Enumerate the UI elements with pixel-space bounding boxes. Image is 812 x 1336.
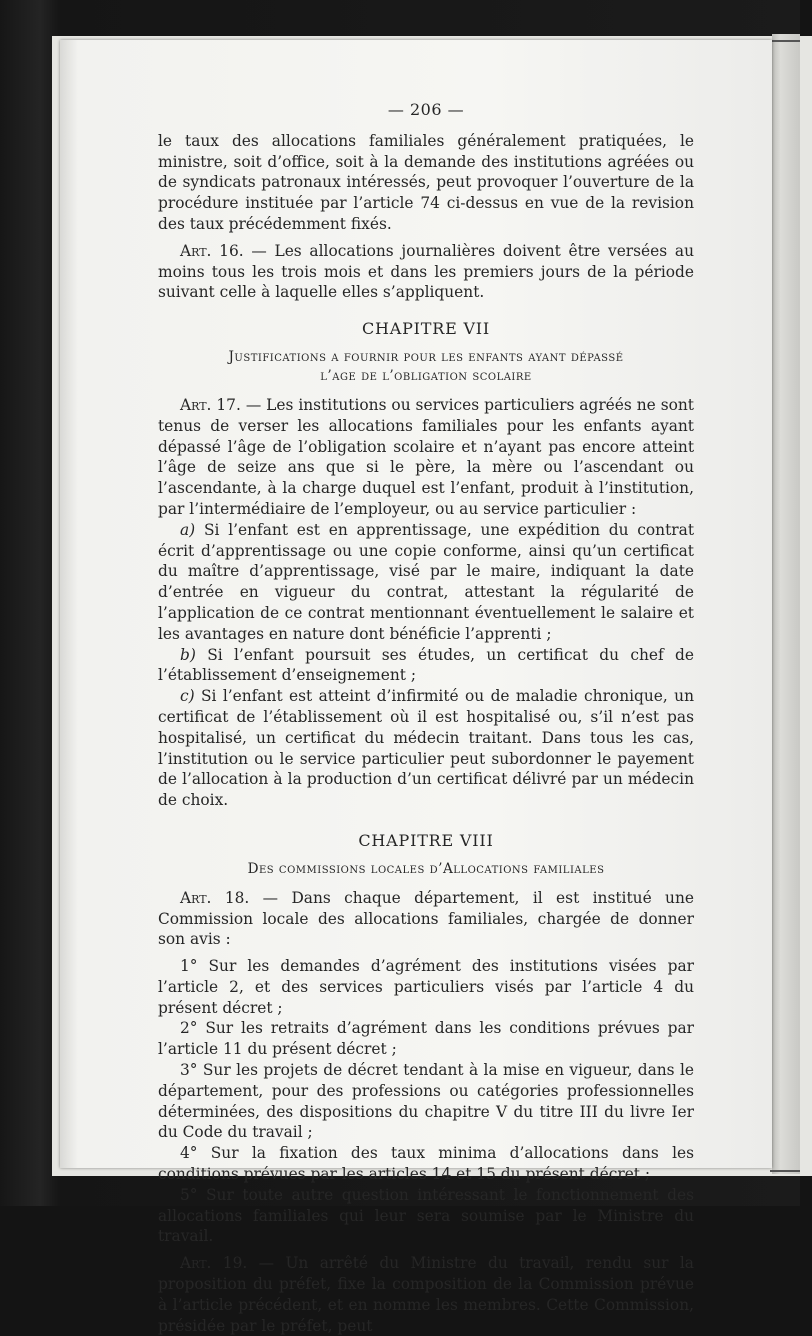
- article-18-item-3: 3° Sur les projets de décret tendant à la mise en vigueur, dans le département, pour des professions ou catégories professionnelles déterminées, des dispositions du chapitre V du titre III du livre Ier du Code du travail ;: [158, 1061, 694, 1142]
- article-17-item-a: [158, 520, 694, 645]
- page-number: — 206 —: [387, 100, 465, 119]
- article-19: [158, 1253, 694, 1336]
- article-18-text: — Dans chaque département, il est institué une Commission locale des allocations familiales, chargée de donner son avis :: [158, 888, 694, 949]
- article-18-item-2: 2° Sur les retraits d’agrément dans les conditions prévues par l’article 11 du présent décret ;: [158, 1019, 694, 1059]
- article-16-label: Art. 16.: [180, 241, 244, 260]
- page-text: [158, 100, 694, 1336]
- item-text: Si l’enfant est atteint d’infirmité ou de maladie chronique, un certificat de l’établissement où il est hospitalisé ou, s’il n’est pas hospitalisé, un certificat du médecin traitant. Dans tous les cas, l’institution ou le service particulier peut subordonner le payement de l’allocation à la production d’un certificat délivré par un médecin de choix.: [158, 687, 694, 810]
- chapter-7-title: CHAPITRE VII: [361, 319, 491, 339]
- article-16: [158, 241, 694, 303]
- article-17-item-b: [158, 645, 694, 687]
- article-18: [158, 888, 694, 950]
- item-text: Si l’enfant poursuit ses études, un certificat du chef de l’établissement d’enseignement ;: [158, 645, 694, 685]
- article-17: [158, 395, 694, 520]
- intro-paragraph: le taux des allocations familiales généralement pratiquées, le ministre, soit d’office, soit à la demande des institutions agréées ou de syndicats patronaux intéressés, peut provoquer l’ouverture de la procédure instituée par l’article 74 ci-dessus en vue de la revision des taux précédemment fixés.: [158, 131, 694, 233]
- edge-mark: [770, 40, 800, 42]
- adjacent-page-edge: [772, 34, 800, 1174]
- chapter-7-subtitle-line-1: Justifications a fournir pour les enfants ayant dépassé: [228, 348, 624, 365]
- chapter-8-subtitle: Des commissions locales d’Allocations familiales: [247, 860, 605, 877]
- article-18-label: Art. 18.: [180, 888, 250, 907]
- item-marker: a): [180, 520, 196, 539]
- chapter-8-title: CHAPITRE VIII: [358, 830, 494, 850]
- edge-mark: [770, 1170, 800, 1172]
- article-18-item-1: 1° Sur les demandes d’agrément des institutions visées par l’article 2, et des services particuliers visés par l’article 4 du présent décret ;: [158, 957, 694, 1017]
- article-17-item-c: [158, 686, 694, 811]
- article-17-label: Art. 17.: [180, 395, 241, 414]
- item-marker: c): [180, 687, 195, 706]
- article-19-text: — Un arrêté du Ministre du travail, rendu sur la proposition du préfet, fixe la composition de la Commission prévue à l’article précédent, et en nomme les membres. Cette Commission, présidée par le préfet, peut: [158, 1254, 694, 1335]
- item-marker: b): [180, 645, 196, 664]
- chapter-7-subtitle: [158, 348, 694, 386]
- item-text: Si l’enfant est en apprentissage, une expédition du contrat écrit d’apprentissage ou une copie conforme, ainsi qu’un certificat du maître d’apprentissage, visé par le maire, indiquant la date d’entrée en vigueur du contrat, attestant la régularité de l’application de ce contrat mentionnant éventuellement le salaire et les avantages en nature dont bénéficie l’apprenti ;: [158, 520, 694, 643]
- article-16-text: — Les allocations journalières doivent être versées au moins tous les trois mois et dans les premiers jours de la période suivant celle à laquelle elles s’appliquent.: [158, 241, 694, 302]
- article-17-text: — Les institutions ou services particuliers agréés ne sont tenus de verser les allocations familiales pour les enfants ayant dépassé l’âge de l’obligation scolaire et n’ayant pas encore atteint l’âge de seize ans que si le père, la mère ou l’ascendant ou l’ascendante, à la charge duquel est l’enfant, produit à l’institution, par l’intermédiaire de l’employeur, ou au service particulier :: [158, 395, 694, 518]
- article-18-item-4: 4° Sur la fixation des taux minima d’allocations dans les conditions prévues par les articles 14 et 15 du présent décret ;: [158, 1144, 694, 1184]
- chapter-7-subtitle-line-2: l’age de l’obligation scolaire: [320, 367, 532, 384]
- article-19-label: Art. 19.: [180, 1254, 248, 1273]
- article-18-item-5: 5° Sur toute autre question intéressant le fonctionnement des allocations familiales qui leur sera soumise par le Ministre du travail.: [158, 1185, 694, 1246]
